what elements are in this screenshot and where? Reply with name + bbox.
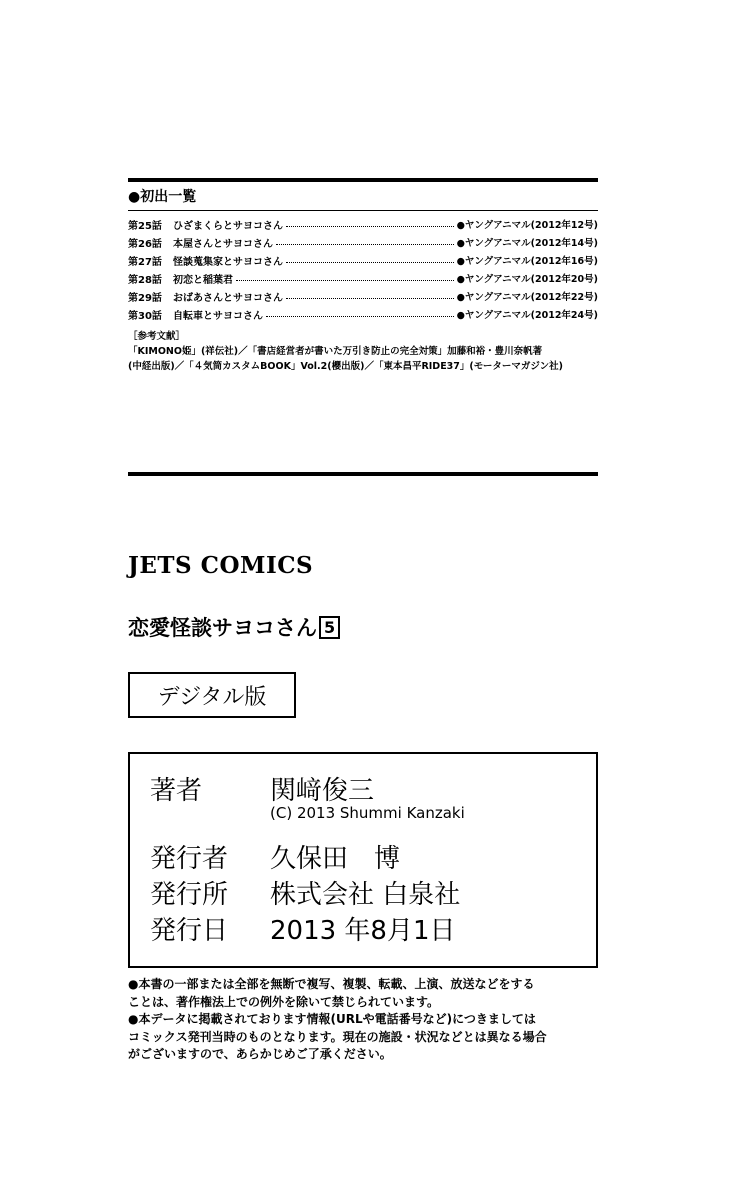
episode-row — [128, 269, 598, 287]
heading-rule — [128, 210, 598, 211]
references-block — [128, 329, 598, 374]
note-line: ●本データに掲載されております情報(URLや電話番号など)につきましては — [128, 1012, 536, 1026]
episode-source: ●ヤングアニマル(2012年22号) — [456, 292, 598, 303]
episode-title: 怪談蒐集家とサヨコさん — [173, 256, 283, 268]
company-name: 株式会社 白泉社 — [270, 880, 461, 910]
episode-title: おばあさんとサヨコさん — [173, 292, 283, 304]
episode-title: 自転車とサヨコさん — [173, 310, 263, 322]
dot-leader — [286, 226, 454, 227]
first-publication-section — [128, 178, 598, 374]
dot-leader — [286, 262, 454, 263]
note-line: ことは、著作権法上での例外を除いて禁じられています。 — [128, 994, 440, 1009]
section-divider-rule — [128, 472, 598, 476]
series-title — [128, 612, 340, 642]
reference-line: (中経出版)／「４気筒カスタムBOOK」Vol.2(櫻出版)／「東本昌平RIDE37」(モーターマガジン社) — [128, 361, 563, 372]
episode-row — [128, 215, 598, 233]
company-label: 発行所 — [150, 880, 229, 910]
episode-row — [128, 305, 598, 323]
note-line: コミックス発刊当時のものとなります。現在の施設・状況などとは異なる場合 — [128, 1029, 547, 1044]
episode-title: ひざまくらとサヨコさん — [173, 220, 283, 232]
episode-list — [128, 215, 598, 323]
author-name: 関﨑俊三 — [270, 776, 375, 806]
publication-date: 2013 年8月1日 — [270, 916, 456, 946]
publisher-name: 久保田 博 — [270, 844, 401, 874]
episode-source: ●ヤングアニマル(2012年16号) — [456, 256, 598, 267]
episode-title: 初恋と稲葉君 — [173, 274, 233, 286]
episode-number: 第27話 — [128, 256, 162, 268]
dot-leader — [266, 316, 454, 317]
date-label: 発行日 — [150, 916, 229, 946]
episode-source: ●ヤングアニマル(2012年20号) — [456, 274, 598, 285]
dot-leader — [276, 244, 454, 245]
credits-box — [128, 752, 598, 968]
edition-label: デジタル版 — [157, 684, 267, 710]
references-heading: ［参考文献］ — [128, 331, 186, 342]
top-rule — [128, 178, 598, 182]
episode-source: ●ヤングアニマル(2012年14号) — [456, 238, 598, 249]
first-publication-heading: ●初出一覧 — [128, 189, 197, 205]
author-label: 著者 — [150, 776, 203, 806]
episode-row — [128, 233, 598, 251]
episode-number: 第28話 — [128, 274, 162, 286]
episode-number: 第26話 — [128, 238, 162, 250]
dot-leader — [236, 280, 454, 281]
legal-notes — [128, 976, 598, 1064]
note-line: ●本書の一部または全部を無断で複写、複製、転載、上演、放送などをする — [128, 977, 535, 991]
episode-source: ●ヤングアニマル(2012年24号) — [456, 310, 598, 321]
volume-number-badge: 5 — [319, 616, 340, 639]
episode-row — [128, 287, 598, 305]
episode-source: ●ヤングアニマル(2012年12号) — [456, 220, 598, 231]
dot-leader — [286, 298, 454, 299]
episode-number: 第29話 — [128, 292, 162, 304]
copyright-line: (C) 2013 Shummi Kanzaki — [270, 804, 465, 822]
episode-number: 第30話 — [128, 310, 162, 322]
episode-title: 本屋さんとサヨコさん — [173, 238, 273, 250]
episode-row — [128, 251, 598, 269]
series-title-text: 恋愛怪談サヨコさん — [128, 616, 317, 640]
publisher-label: 発行者 — [150, 844, 229, 874]
imprint-title: JETS COMICS — [128, 552, 314, 579]
episode-number: 第25話 — [128, 220, 162, 232]
reference-line: 「KIMONO姫」(祥伝社)／「書店経営者が書いた万引き防止の完全対策」加藤和裕・豊川奈帆著 — [128, 346, 543, 357]
edition-label-box — [128, 672, 296, 718]
note-line: がございますので、あらかじめご了承ください。 — [128, 1047, 392, 1061]
